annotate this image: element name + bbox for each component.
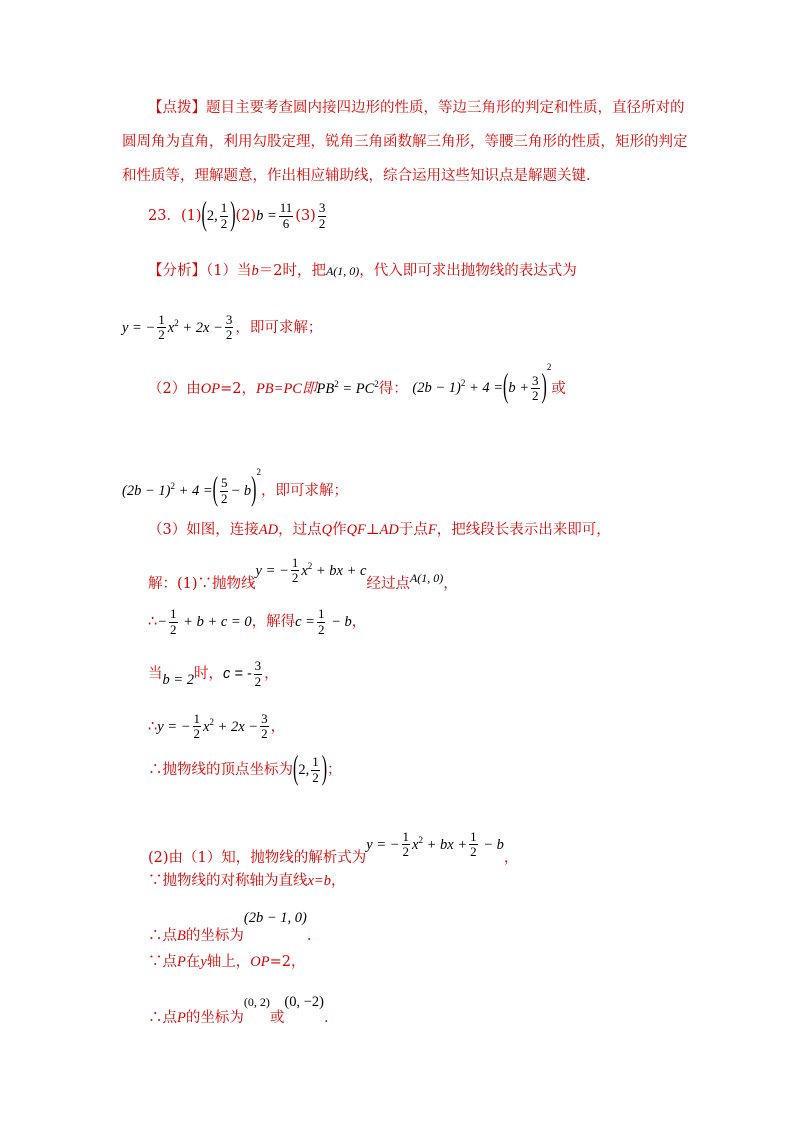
analysis-line-1: [148, 264, 577, 279]
x-var: x: [412, 836, 419, 853]
plus-four: + 4 =: [465, 380, 504, 397]
minus-b: − b: [479, 836, 504, 853]
fraction-half: $\frac{1}{2}$: [317, 606, 325, 637]
comma: ，: [503, 850, 519, 866]
period: .: [323, 1010, 329, 1026]
solution-text: ∴点: [148, 928, 177, 944]
eleven-sixths: $\frac{11}{6}$: [279, 200, 293, 231]
c-equals: c =: [295, 614, 315, 630]
square: 2: [546, 362, 552, 373]
analysis-text: 作: [332, 522, 347, 538]
analysis-text: 得：: [378, 380, 408, 397]
var-OP: OP: [200, 380, 221, 397]
analysis-line-2: [122, 305, 322, 346]
fraction-half: $\frac{1}{2}$: [170, 606, 177, 637]
c-equals: c = -: [223, 666, 252, 682]
therefore-symbol: ∴: [148, 718, 158, 735]
solution-text: 或: [269, 1010, 285, 1026]
square: 2: [174, 318, 179, 328]
solution-line-3: 当b = 2时，c = - $\frac{3}{2}$ ，: [148, 658, 279, 689]
square: 2: [374, 379, 379, 389]
minus-b: − b: [230, 483, 252, 499]
b-plus: b +: [508, 380, 530, 397]
paren-left: (: [293, 751, 299, 787]
analysis-text: ，即可求解；: [235, 319, 323, 336]
y-equals: y = −: [255, 562, 289, 579]
var-Q: Q: [321, 522, 333, 538]
equation: + b + c = 0: [179, 614, 252, 630]
parabola-expression: [366, 820, 504, 865]
solution-text: =2，: [269, 954, 306, 970]
vertex-x: 2,: [298, 762, 310, 778]
tip-text-1: 题目主要考查圆内接四边形的性质，等边三角形的判定和性质，直径所对的: [206, 100, 685, 116]
PB-squared: PB: [316, 380, 335, 397]
analysis-text: ，即可求解；: [260, 483, 348, 499]
square: 2: [170, 481, 175, 492]
analysis-text: ，把线段长表示出来即可，: [436, 522, 611, 538]
minus-b: − b: [327, 614, 352, 630]
paren-right: ): [251, 472, 257, 508]
analysis-line-5: [148, 523, 611, 538]
solution-line-10: [148, 984, 329, 1036]
analysis-tag: 【分析】: [148, 263, 206, 279]
var-AD: AD: [258, 522, 279, 538]
solution-text: 轴上，: [206, 954, 251, 970]
var-P: P: [177, 954, 186, 970]
period: .: [306, 928, 312, 944]
point-A: A(1, 0): [325, 264, 360, 278]
analysis-line-4: [122, 450, 348, 513]
paren-right: ): [230, 197, 236, 233]
var-b: b: [251, 263, 259, 279]
plus-2x: + 2x −: [213, 718, 259, 735]
y-equals: y = −: [157, 718, 191, 735]
point-P1: (0, 2): [243, 995, 270, 1009]
paren-left: (: [201, 197, 207, 233]
analysis-text: （1）当: [206, 263, 252, 279]
y-equals: y = −: [366, 836, 400, 853]
square: 2: [334, 379, 339, 389]
solution-text: 的坐标为: [185, 1010, 244, 1026]
solution-text: 经过点: [366, 576, 410, 592]
fraction-five-halves: $\frac{5}{2}$: [220, 475, 228, 506]
plus-2x: + 2x −: [178, 319, 223, 336]
three-halves: $\frac{3}{2}$: [318, 200, 326, 231]
solution-text: 解：(1)∵抛物线: [148, 576, 256, 592]
fraction-three-halves: $\frac{3}{2}$: [225, 312, 233, 343]
solution-text: ∵点: [148, 954, 177, 970]
point-B-coordinate: (2b − 1, 0): [243, 910, 307, 926]
half-fraction: $\frac{1}{2}$: [220, 200, 228, 231]
plus-four: + 4 =: [174, 483, 213, 499]
question-number: 23．: [148, 208, 181, 224]
x-var: x: [167, 319, 175, 336]
x-var: x: [203, 718, 210, 735]
analysis-text: ，代入即可求出抛物线的表达式为: [359, 263, 577, 279]
analysis-text: （3）如图，连接: [148, 522, 259, 538]
square: 2: [209, 717, 214, 727]
fraction-half: $\frac{1}{2}$: [158, 312, 165, 343]
var-P: P: [177, 1010, 186, 1026]
analysis-text: ，过点: [278, 522, 322, 538]
paren-left: (: [503, 369, 509, 406]
equation-1: [412, 345, 551, 410]
solution-line-5: [148, 748, 342, 792]
var-AD: AD: [379, 522, 399, 538]
var-B: B: [177, 928, 186, 944]
square: 2: [307, 561, 313, 571]
fraction-half: $\frac{1}{2}$: [470, 829, 477, 860]
x-var: x: [301, 562, 308, 579]
tip-line-3: 和性质等，理解题意，作出相应辅助线，综合运用这些知识点是解题关键.: [122, 168, 591, 184]
var-QF: QF: [346, 522, 366, 538]
analysis-text: 即: [301, 380, 317, 397]
analysis-line-3: [148, 362, 566, 411]
analysis-text: 于点: [398, 522, 428, 538]
solution-line-7: [148, 874, 345, 889]
paren-right: ): [541, 369, 547, 406]
answer-line: [148, 194, 328, 238]
fraction-half: $\frac{1}{2}$: [291, 555, 299, 586]
vertex-x: 2,: [206, 208, 218, 224]
solution-line-2: ∴− $\frac{1}{2}$ + b + c = 0，解得c = $\frac{1}{2}$ − b，: [148, 606, 367, 637]
square: 2: [418, 835, 423, 845]
solution-text: 的坐标为: [185, 928, 244, 944]
b-equals: b =: [256, 208, 277, 224]
answer-part2-label: (2): [235, 208, 257, 224]
paren-right: ): [321, 751, 328, 787]
point-A: A(1, 0): [409, 571, 444, 585]
fraction-three-halves: $\frac{3}{2}$: [261, 711, 268, 742]
fraction-three-halves: $\frac{3}{2}$: [532, 372, 539, 403]
y-equals: y = −: [122, 319, 156, 336]
fraction-half: $\frac{1}{2}$: [402, 829, 410, 860]
fraction-half: $\frac{1}{2}$: [312, 754, 319, 785]
var-PB-PC: PB=PC: [255, 380, 302, 397]
solution-text: (2)由（1）知，抛物线的解析式为: [148, 850, 367, 866]
square: 2: [460, 378, 466, 389]
axis-equation: x=b: [307, 873, 331, 889]
tip-line-2: 圆周角为直角，利用勾股定理，锐角三角函数解三角形，等腰三角形的性质，矩形的判定: [122, 134, 688, 150]
analysis-text: 或: [551, 380, 566, 397]
paren-left: (: [212, 472, 218, 508]
solution-text: 在: [185, 954, 201, 970]
analysis-text: ＝2时，把: [258, 263, 326, 279]
var-OP: OP: [250, 954, 270, 970]
lhs: (2b − 1): [122, 483, 171, 499]
solution-text: 时，: [194, 666, 224, 682]
bx-plus-c: + bx + c: [312, 562, 367, 579]
solution-text: ∴点: [148, 1010, 177, 1026]
fraction-half: $\frac{1}{2}$: [193, 711, 200, 742]
solution-text: ∵抛物线的对称轴为直线: [148, 873, 308, 889]
b-equals-2: b = 2: [162, 672, 195, 688]
solution-text: ，解得: [251, 614, 296, 630]
solution-text: ∴抛物线的顶点坐标为: [148, 762, 293, 778]
fraction-three-halves: $\frac{3}{2}$: [254, 658, 262, 689]
var-F: F: [427, 522, 437, 538]
solution-text: ；: [327, 762, 342, 778]
var-y: y: [200, 954, 207, 970]
perp-symbol: ⊥: [365, 522, 380, 538]
answer-part1-label: (1): [180, 208, 202, 224]
solution-text: 当: [148, 666, 163, 682]
solution-text: ，: [330, 873, 346, 889]
minus: −: [157, 614, 168, 630]
bx-plus: + bx +: [422, 836, 468, 853]
tip-tag: 【点拨】: [148, 100, 206, 116]
lhs: (2b − 1): [412, 380, 461, 397]
solution-line-9: [148, 955, 306, 970]
parabola-general: [256, 546, 367, 591]
PC-squared: = PC: [338, 380, 375, 397]
square: 2: [256, 467, 261, 477]
solution-line-6: [148, 828, 518, 878]
tip-line-1: [148, 101, 685, 116]
analysis-text: （2）由: [148, 380, 201, 397]
therefore-symbol: ∴: [148, 614, 158, 630]
solution-line-4: ∴y = − $\frac{1}{2}$ $x^2 + 2x$ − $\frac{3}{2}$ ，: [148, 711, 286, 742]
point-P2: (0, −2): [284, 994, 324, 1010]
solution-line-8: [148, 900, 311, 954]
solution-line-1: 解：(1)∵抛物线y = − $\frac{1}{2}$ $x^2$ + bx + c经过点$_{A(1, 0)}$，: [148, 552, 458, 604]
analysis-text: =2，: [220, 380, 256, 397]
answer-part3-label: (3): [295, 208, 316, 224]
